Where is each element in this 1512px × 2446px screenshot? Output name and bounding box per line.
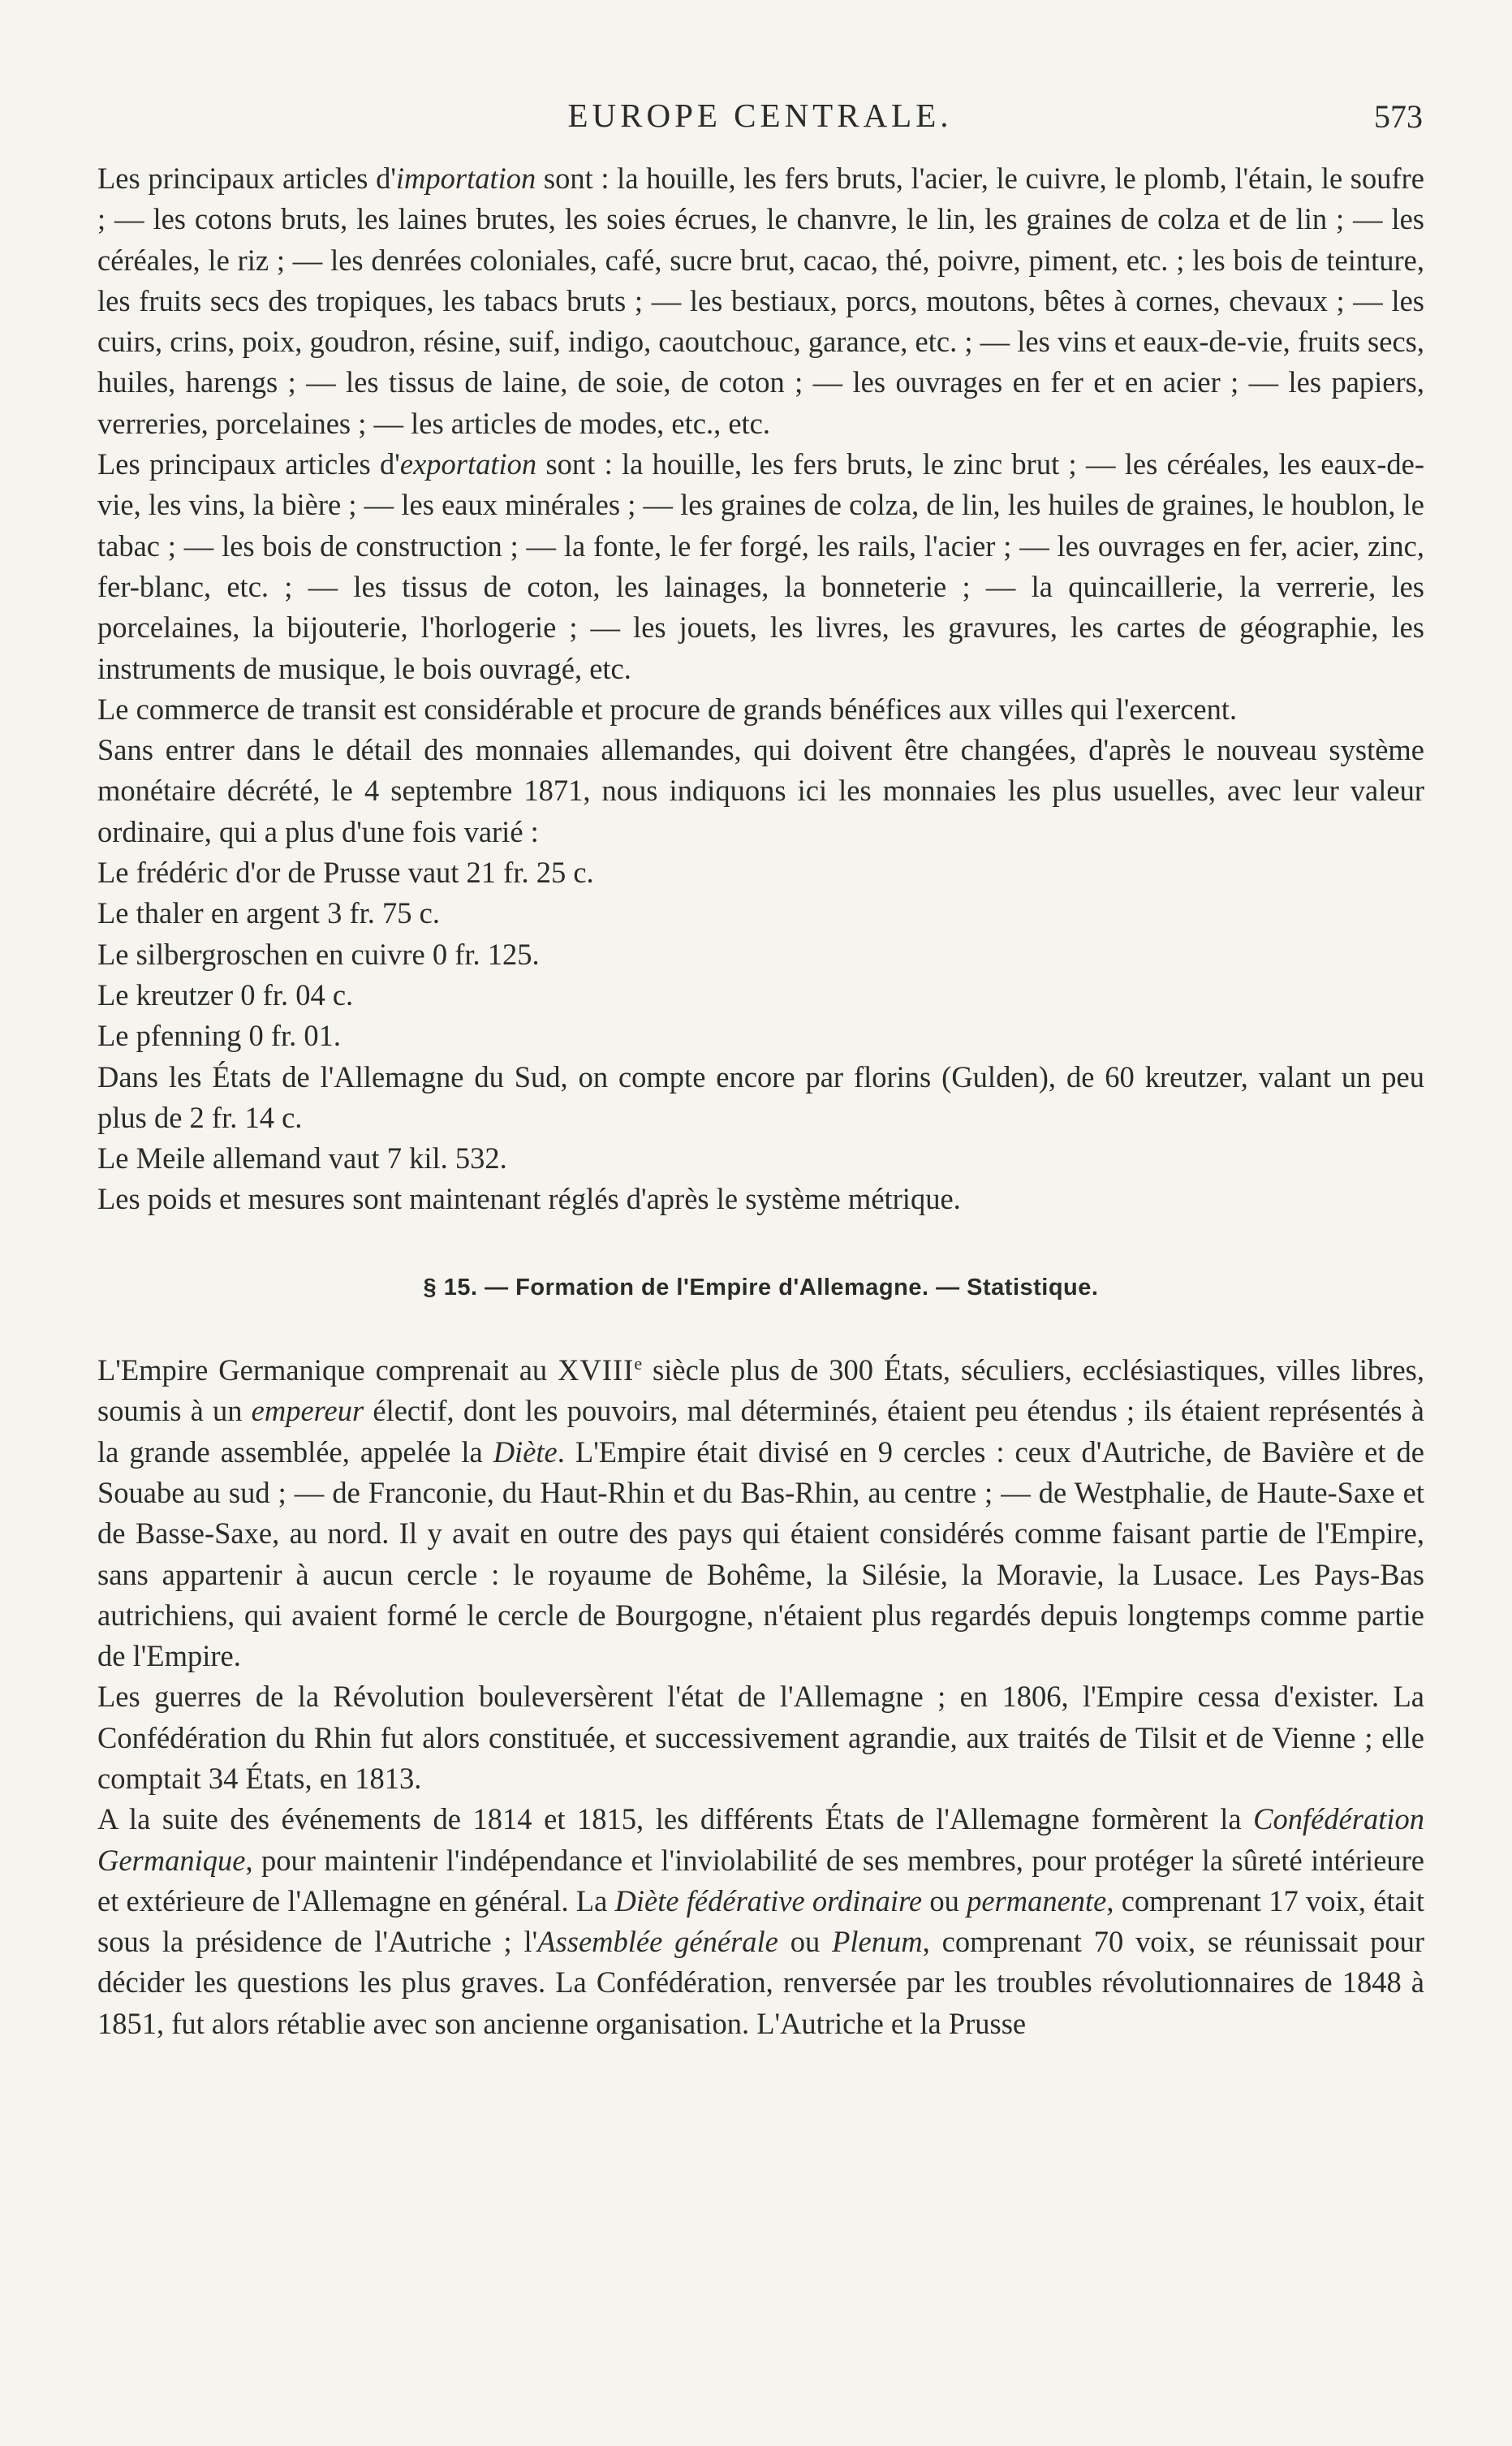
coin-item: Le kreutzer 0 fr. 04 c. [97,977,354,1012]
running-head-title: EUROPE CENTRALE. [567,97,953,134]
paragraph-meile: Le Meile allemand vaut 7 kil. 532. [97,1141,507,1176]
coin-item: Le thaler en argent 3 fr. 75 c. [97,896,440,930]
paragraph-exportation: Les principaux articles d'exportation sont : la houille, les fers bruts, le zinc brut ; — les céréales, les eaux-de-vie, les vins, la bière ; — les eaux minérales ; — les graines de colza, de lin, les huiles de graines, le houblon, le tabac ; — les bois de construction ; — la fonte, le fer forgé, les rails, l'acier ; — les ouvrages en fer, acier, zinc, fer-blanc, etc. ; — les tissus de coton, les lainages, la bonneterie ; — la quincaillerie, la verrerie, les porcelaines, la bijouterie, l'horlogerie ; — les jouets, les livres, les gravures, les cartes de géographie, les instruments de musique, le bois ouvragé, etc. [97,447,1424,685]
body-text [97,158,1424,2044]
paragraph-poids: Les poids et mesures sont maintenant réglés d'après le système métrique. [97,1182,961,1216]
page-number: 573 [1374,98,1423,135]
coin-item: Le frédéric d'or de Prusse vaut 21 fr. 25 c. [97,856,594,890]
section-heading: § 15. — Formation de l'Empire d'Allemagne. — Statistique. [423,1274,1099,1301]
paragraph-empire-germanique: L'Empire Germanique comprenait au XVIIIe siècle plus de 300 États, séculiers, ecclésiastiques, villes libres, soumis à un empereur électif, dont les pouvoirs, mal déterminés, étaient peu étendus ; ils étaient représentés à la grande assemblée, appelée la Diète. L'Empire était divisé en 9 cercles : ceux d'Autriche, de Bavière et de Souabe au sud ; — de Franconie, du Haut-Rhin et du Bas-Rhin, au centre ; — de Westphalie, de Haute-Saxe et de Basse-Saxe, au nord. Il y avait en outre des pays qui étaient considérés comme faisant partie de l'Empire, sans appartenir à aucun cercle : le royaume de Bohême, la Silésie, la Moravie, la Lusace. Les Pays-Bas autrichiens, qui avaient formé le cercle de Bourgogne, n'étaient plus regardés depuis longtemps comme partie de l'Empire. [97,1352,1424,1673]
paragraph-monnaies: Sans entrer dans le détail des monnaies allemandes, qui doivent être changées, d'après le nouveau système monétaire décrété, le 4 septembre 1871, nous indiquons ici les monnaies les plus usuelles, avec leur valeur ordinaire, qui a plus d'une fois varié : [97,733,1424,848]
coin-item: Le pfenning 0 fr. 01. [97,1019,342,1053]
paragraph-importation: Les principaux articles d'importation sont : la houille, les fers bruts, l'acier, le cuivre, le plomb, l'étain, le soufre ; — les cotons bruts, les laines brutes, les soies écrues, le chanvre, le lin, les graines de colza et de lin ; — les céréales, le riz ; — les denrées coloniales, café, sucre brut, cacao, thé, poivre, piment, etc. ; les bois de teinture, les fruits secs des tropiques, les tabacs bruts ; — les bestiaux, porcs, moutons, bêtes à cornes, chevaux ; — les cuirs, crins, poix, goudron, résine, suif, indigo, caoutchouc, garance, etc. ; — les vins et eaux-de-vie, fruits secs, huiles, harengs ; — les tissus de laine, de soie, de coton ; — les ouvrages en fer et en acier ; — les papiers, verreries, porcelaines ; — les articles de modes, etc., etc. [97,162,1425,440]
running-head [97,91,1423,140]
paragraph-transit: Le commerce de transit est considérable et procure de grands bénéfices aux villes qui l'exercent. [97,692,1238,726]
paragraph-confederation: A la suite des événements de 1814 et 1815, les différents États de l'Allemagne formèrent la Confédération Germanique, pour maintenir l'indépendance et l'inviolabilité de ses membres, pour protéger la sûreté intérieure et extérieure de l'Allemagne en général. La Diète fédérative ordinaire ou permanente, comprenant 17 voix, était sous la présidence de l'Autriche ; l'Assemblée générale ou Plenum, comprenant 70 voix, se réunissait pour décider les questions les plus graves. La Confédération, renversée par les troubles révolutionnaires de 1848 à 1851, fut alors rétablie avec son ancienne organisation. L'Autriche et la Prusse [97,1802,1424,2040]
paragraph-florins: Dans les États de l'Allemagne du Sud, on compte encore par florins (Gulden), de 60 kreutzer, valant un peu plus de 2 fr. 14 c. [97,1059,1424,1134]
paragraph-revolution: Les guerres de la Révolution bouleversèrent l'état de l'Allemagne ; en 1806, l'Empire cessa d'exister. La Confédération du Rhin fut alors constituée, et successivement agrandie, aux traités de Tilsit et de Vienne ; elle comptait 34 États, en 1813. [97,1680,1424,1795]
coin-item: Le silbergroschen en cuivre 0 fr. 125. [97,937,540,971]
